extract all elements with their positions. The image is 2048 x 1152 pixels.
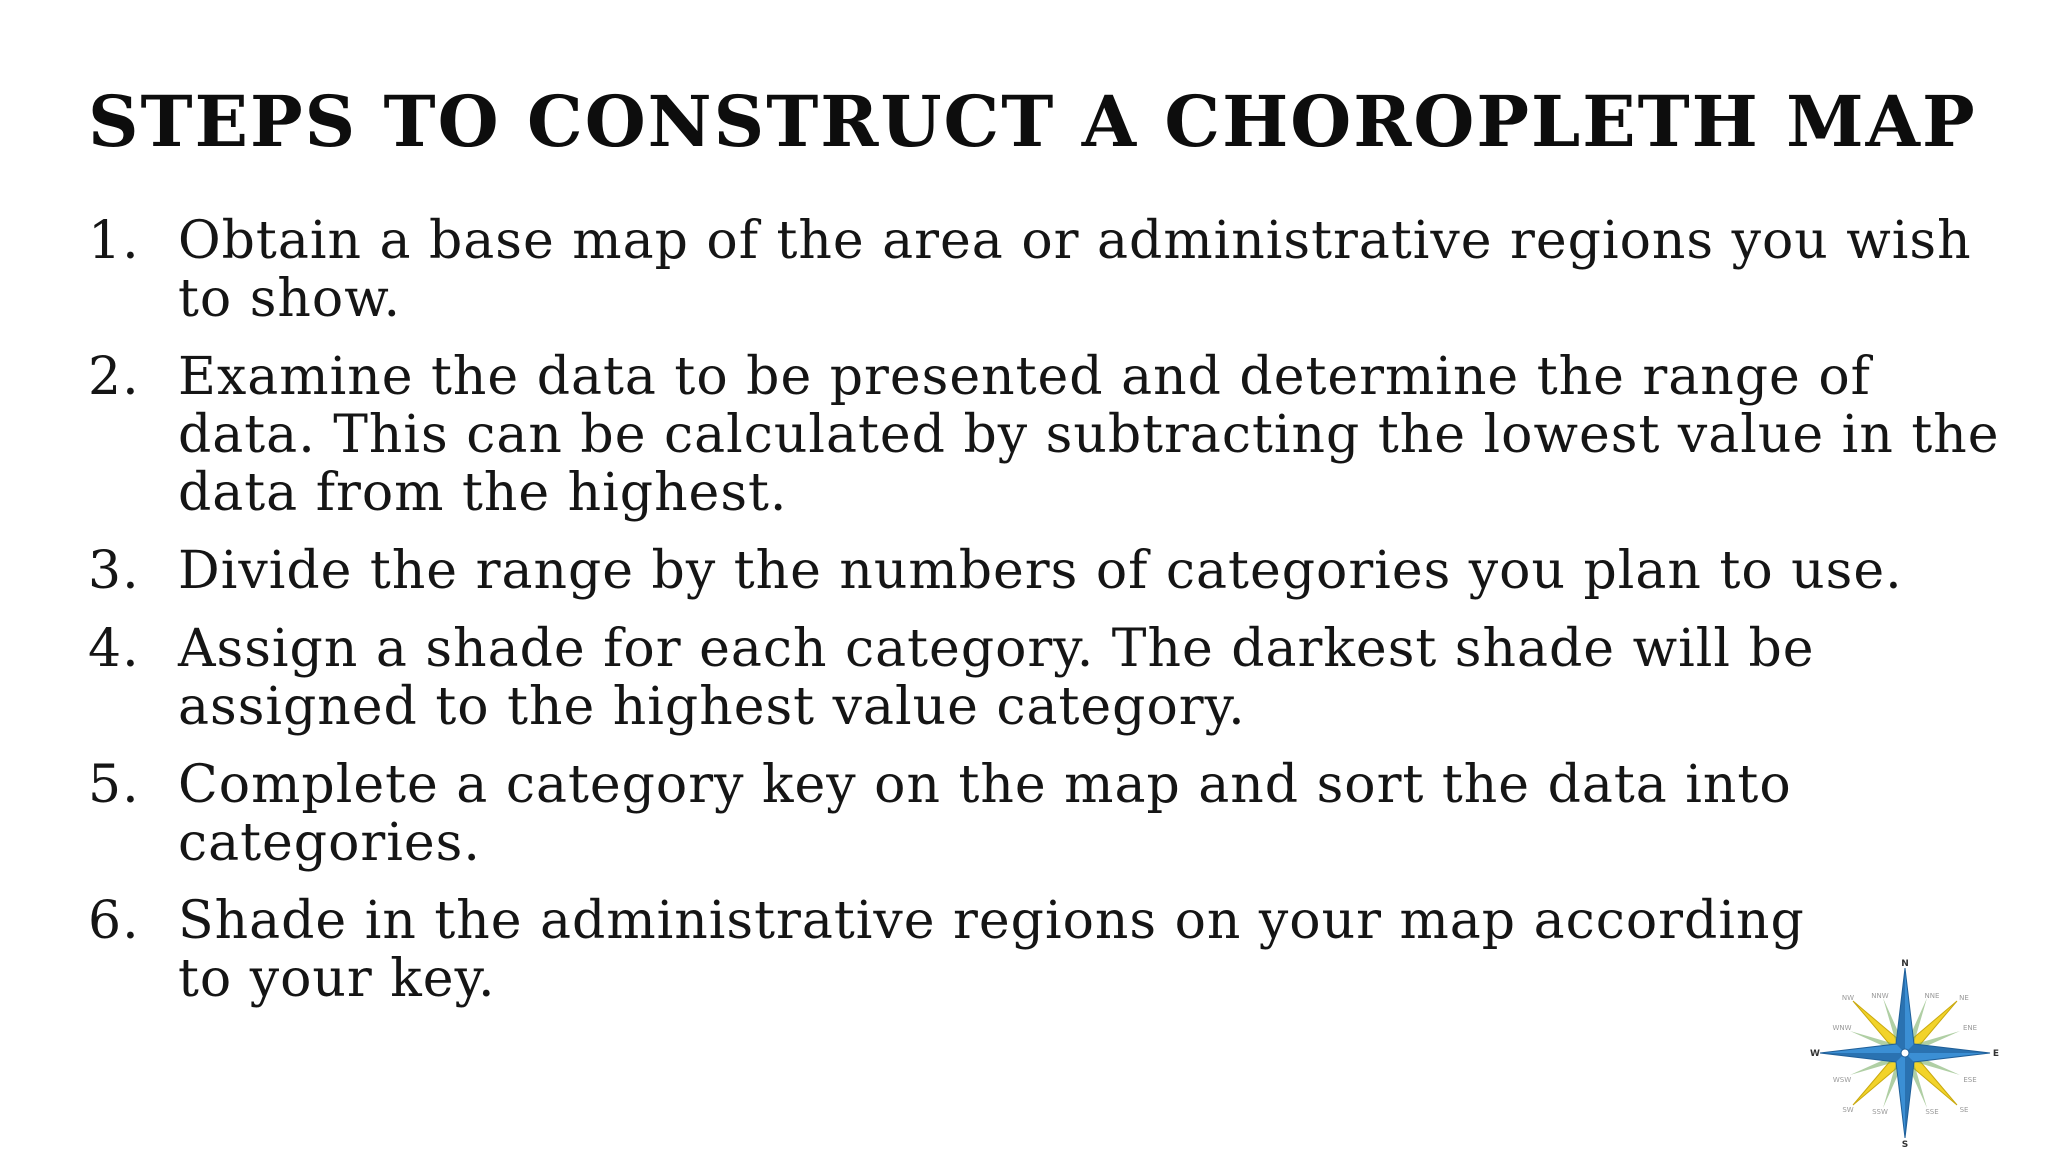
compass-rose-icon — [1810, 958, 2000, 1148]
compass-wnw-label: WNW — [1832, 1024, 1852, 1032]
step-number: 4. — [88, 619, 140, 679]
compass-nne-label: NNE — [1924, 992, 1940, 1000]
compass-s-label: S — [1901, 1140, 1909, 1148]
steps-list — [88, 212, 2008, 1028]
compass-sse-label: SSE — [1925, 1108, 1939, 1116]
step-number: 5. — [88, 755, 140, 815]
step-number: 1. — [88, 211, 140, 271]
step-text: Complete a category key on the map and sort the data into categories. — [178, 755, 1792, 873]
step-text: Shade in the administrative regions on your map according to your key. — [178, 891, 1805, 1009]
compass-se-label: SE — [1959, 1106, 1969, 1114]
compass-wsw-label: WSW — [1832, 1076, 1852, 1084]
step-text: Examine the data to be presented and determine the range of data. This can be calculated by subtracting the lowest value in the data from the highest. — [178, 347, 2000, 523]
step-item-1 — [88, 212, 2008, 328]
compass-w-label: W — [1810, 1049, 1820, 1059]
compass-rose-graphic — [1810, 958, 2000, 1148]
step-item-5 — [88, 756, 2008, 872]
step-number: 3. — [88, 541, 140, 601]
step-item-3 — [88, 542, 2008, 600]
step-number: 6. — [88, 891, 140, 951]
compass-nw-label: NW — [1841, 994, 1855, 1002]
compass-sw-label: SW — [1842, 1106, 1854, 1114]
step-text: Assign a shade for each category. The darkest shade will be assigned to the highest value category. — [178, 619, 1815, 737]
step-number: 2. — [88, 347, 140, 407]
compass-nnw-label: NNW — [1871, 992, 1889, 1000]
compass-e-label: E — [1992, 1049, 2000, 1059]
compass-ene-label: ENE — [1962, 1024, 1978, 1032]
step-text: Divide the range by the numbers of categories you plan to use. — [178, 541, 1903, 601]
compass-ne-label: NE — [1959, 994, 1969, 1002]
compass-n-label: N — [1901, 959, 1909, 969]
step-item-6 — [88, 892, 2008, 1008]
step-item-4 — [88, 620, 2008, 736]
step-item-2 — [88, 348, 2008, 522]
step-text: Obtain a base map of the area or administrative regions you wish to show. — [178, 211, 1972, 329]
compass-ese-label: ESE — [1963, 1076, 1977, 1084]
compass-ssw-label: SSW — [1872, 1108, 1888, 1116]
slide-title: STEPS TO CONSTRUCT A CHOROPLETH MAP — [88, 80, 1977, 163]
